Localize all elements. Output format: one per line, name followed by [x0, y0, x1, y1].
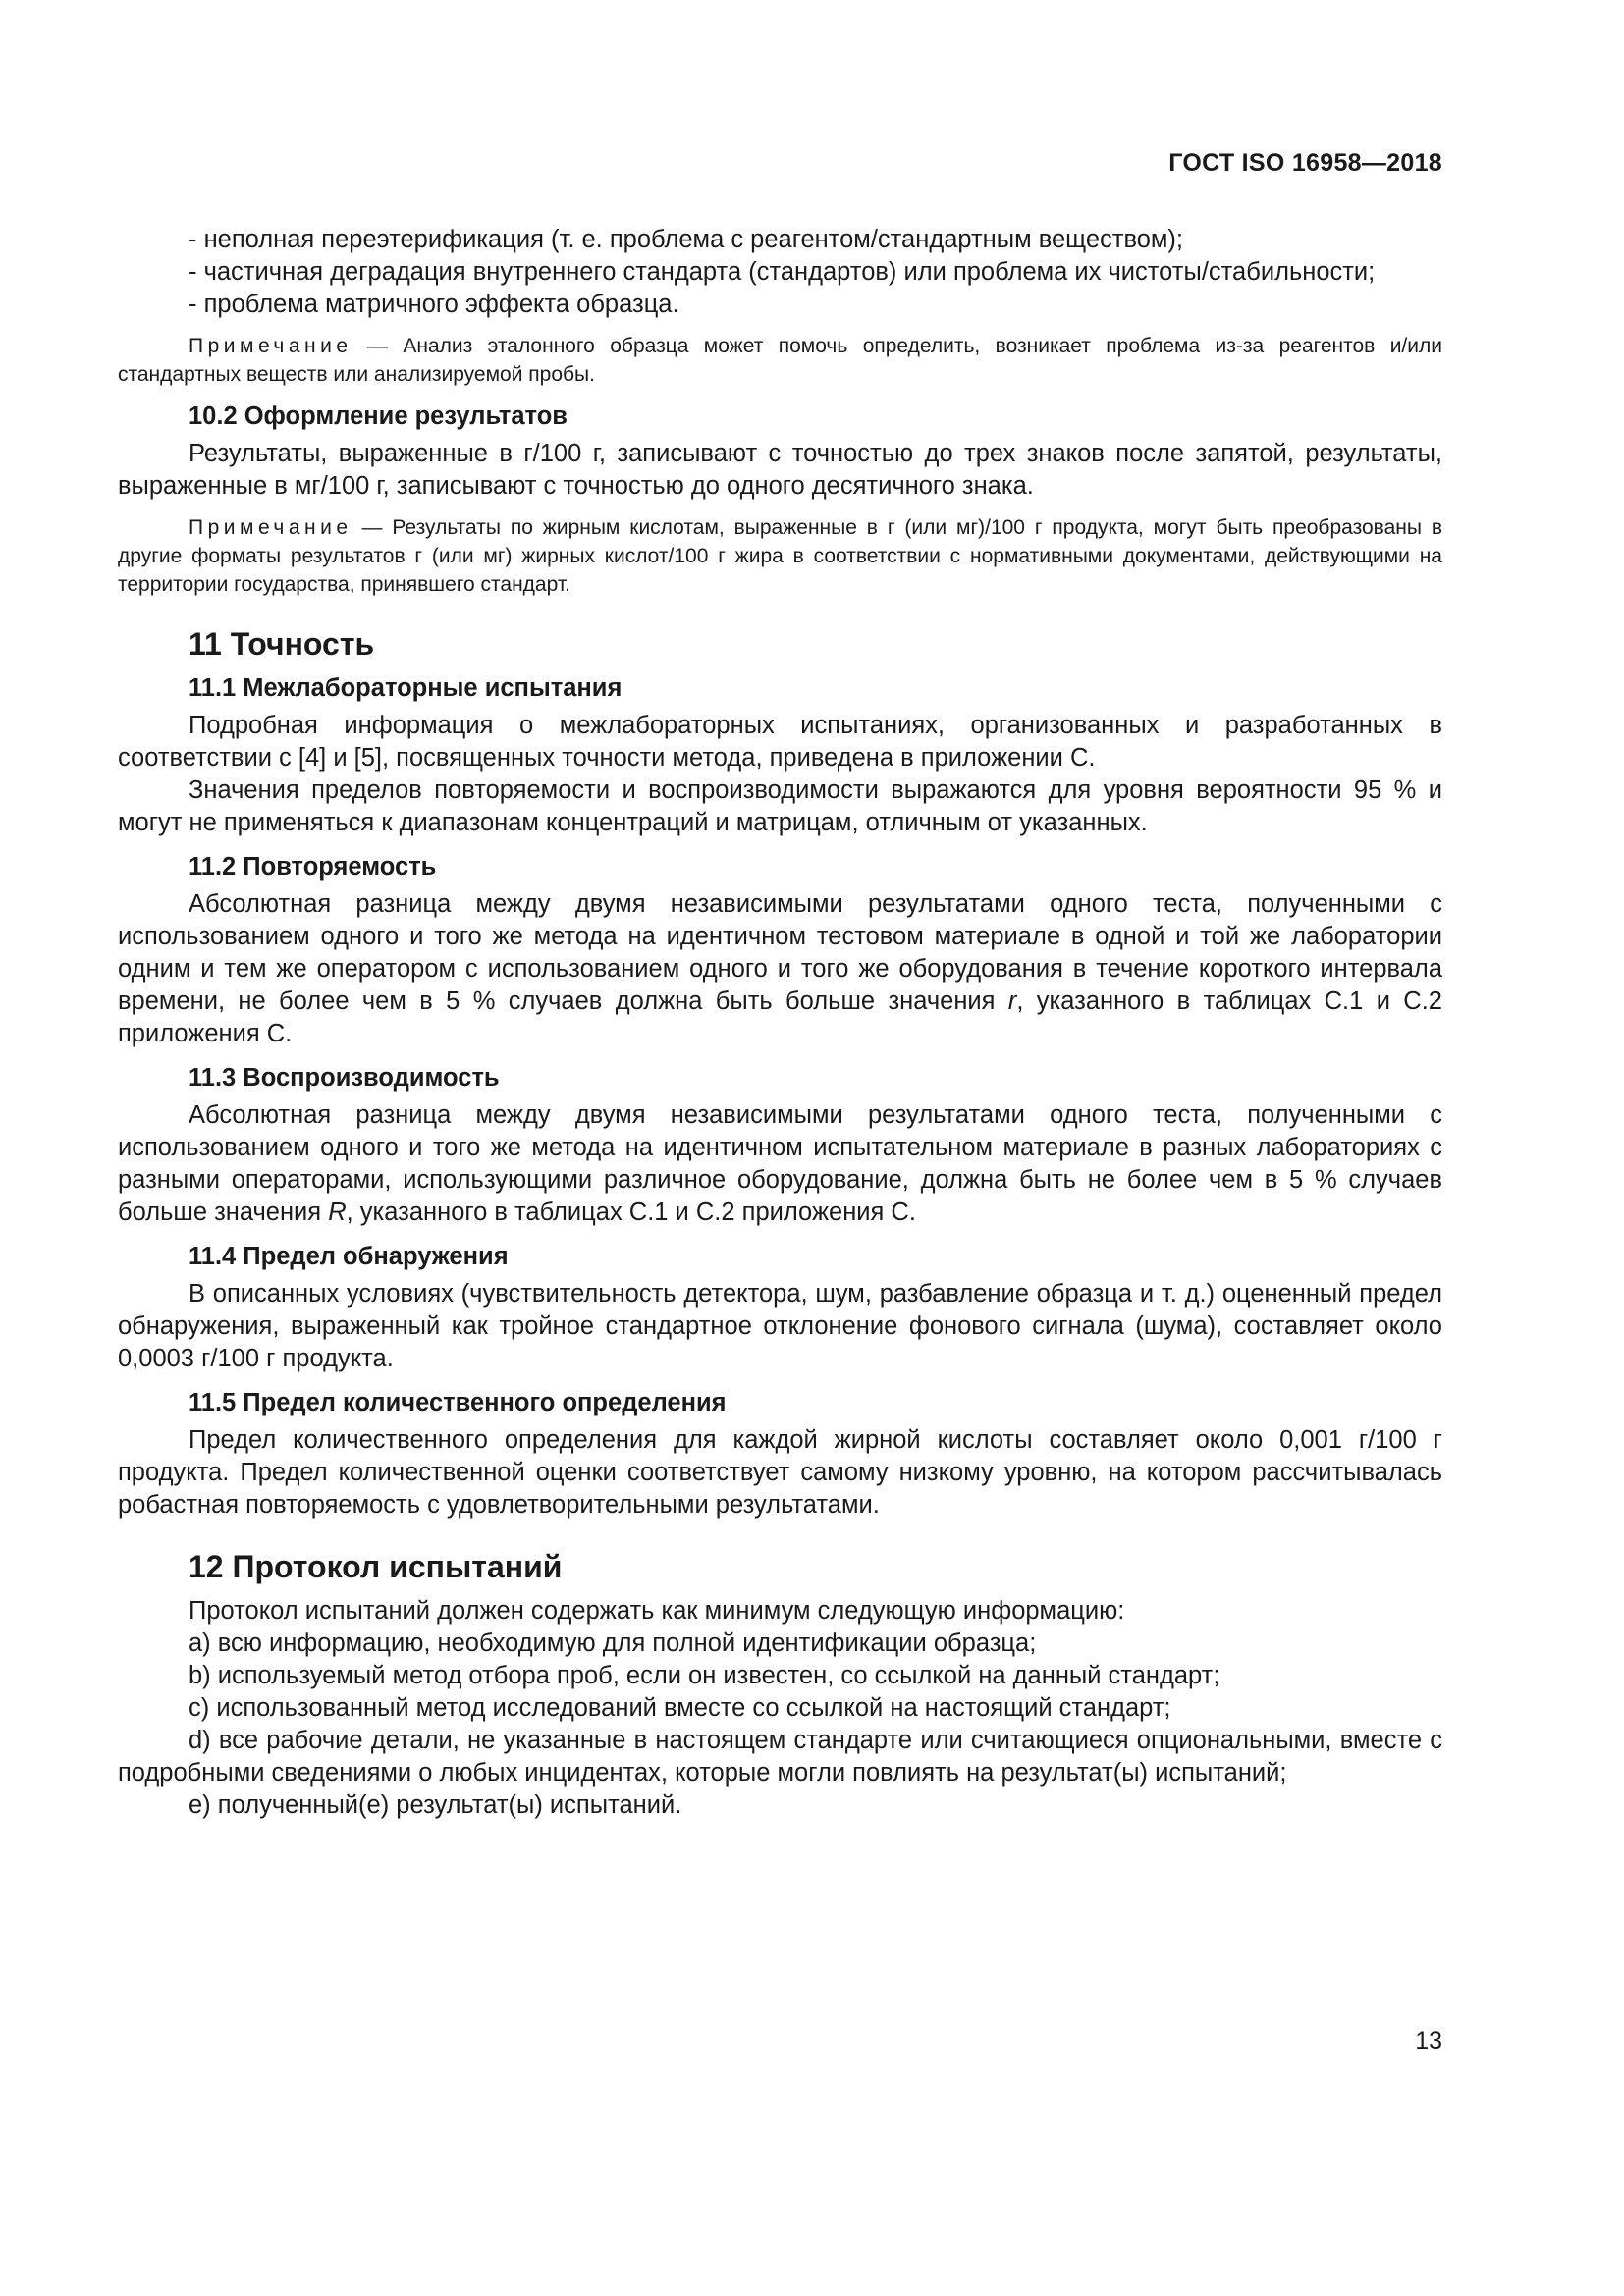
note [118, 332, 1442, 389]
section-heading-11-1: 11.1 Межлабораторные испытания [189, 674, 623, 702]
section-heading-12: 12 Протокол испытаний [189, 1549, 563, 1584]
note-text: — Анализ эталонного образца может помочь определить, возникает проблема из-за реагентов и/или стандартных веществ или анализируемой пробы. [118, 335, 1442, 386]
paragraph: Подробная информация о межлабораторных испытаниях, организованных и разработанных в соответствии с [4] и [5], посвященных точности метода, приведена в приложении С. [118, 712, 1442, 772]
paragraph: Протокол испытаний должен содержать как минимум следующую информацию: [189, 1597, 1125, 1625]
list-item: - частичная деградация внутреннего стандарта (стандартов) или проблема их чистоты/стабильности; [189, 258, 1376, 286]
paragraph [118, 888, 1442, 1050]
paragraph: Значения пределов повторяемости и воспроизводимости выражаются для уровня вероятности 95 % и могут не применяться к диапазонам концентраций и матрицам, отличным от указанных. [118, 776, 1442, 836]
paragraph: В описанных условиях (чувствительность детектора, шум, разбавление образца и т. д.) оцененный предел обнаружения, выраженный как тройное стандартное отклонение фонового сигнала (шума), составляет около 0,0003 г/100 г продукта. [118, 1280, 1442, 1372]
symbol-R: R [328, 1199, 347, 1226]
symbol-r: r [1007, 988, 1017, 1015]
page-content [118, 224, 1442, 1822]
note-text: — Результаты по жирным кислотам, выраженные в г (или мг)/100 г продукта, могут быть преобразованы в другие форматы результатов г (или мг) жирных кислот/100 г жира в соответствии с нормативными документами, действующими на территории государства, принявшего стандарт. [118, 516, 1442, 596]
list-item: е) полученный(е) результат(ы) испытаний. [189, 1791, 682, 1819]
paragraph: Предел количественного определения для каждой жирной кислоты составляет около 0,001 г/100 г продукта. Предел количественной оценки соответствует самому низкому уровню, на котором рассчитывалась робастная повторяемость с удовлетворительными результатами. [118, 1426, 1442, 1519]
section-heading-11-3: 11.3 Воспроизводимость [189, 1064, 500, 1092]
paragraph [118, 1099, 1442, 1229]
paragraph: Результаты, выраженные в г/100 г, записывают с точностью до трех знаков после запятой, результаты, выраженные в мг/100 г, записывают с точностью до одного десятичного знака. [118, 440, 1442, 500]
section-heading-11-4: 11.4 Предел обнаружения [189, 1243, 509, 1270]
section-heading-11-2: 11.2 Повторяемость [189, 853, 437, 881]
paragraph-text: Абсолютная разница между двумя независимыми результатами одного теста, полученными с использованием одного и того же метода на идентичном испытательном материале в разных лабораториях с разными операторами, использующими различное оборудование, должна быть не более чем в 5 % случаев больше значения [118, 1101, 1442, 1226]
page-number: 13 [1415, 2027, 1442, 2055]
note [118, 513, 1442, 599]
paragraph-text: , указанного в таблицах С.1 и С.2 приложения С. [118, 988, 1442, 1047]
note-label: Примечание [189, 516, 352, 539]
list-item: а) всю информацию, необходимую для полной идентификации образца; [189, 1629, 1037, 1657]
paragraph-text: Абсолютная разница между двумя независимыми результатами одного теста, полученными с использованием одного и того же метода на идентичном тестовом материале в одной и той же лаборатории одним и тем же оператором с использованием одного и того же оборудования в течение короткого интервала времени, не более чем в 5 % случаев должна быть больше значения [118, 890, 1442, 1015]
document-code: ГОСТ ISO 16958—2018 [1168, 149, 1442, 177]
section-heading-10-2: 10.2 Оформление результатов [189, 402, 568, 430]
note-label: Примечание [189, 335, 352, 357]
list-item: b) используемый метод отбора проб, если он известен, со ссылкой на данный стандарт; [189, 1662, 1220, 1689]
list-item: с) использованный метод исследований вместе со ссылкой на настоящий стандарт; [189, 1694, 1171, 1722]
paragraph-text: , указанного в таблицах С.1 и С.2 приложения С. [346, 1199, 916, 1226]
section-heading-11: 11 Точность [189, 626, 375, 662]
list-item: - неполная переэтерификация (т. е. проблема с реагентом/стандартным веществом); [189, 226, 1184, 253]
section-heading-11-5: 11.5 Предел количественного определения [189, 1389, 727, 1416]
list-item: - проблема матричного эффекта образца. [189, 291, 679, 318]
document-page [118, 0, 1442, 2296]
list-item: d) все рабочие детали, не указанные в настоящем стандарте или считающиеся опциональными, вместе с подробными сведениями о любых инцидентах, которые могли повлиять на результат(ы) испытаний; [118, 1727, 1442, 1787]
